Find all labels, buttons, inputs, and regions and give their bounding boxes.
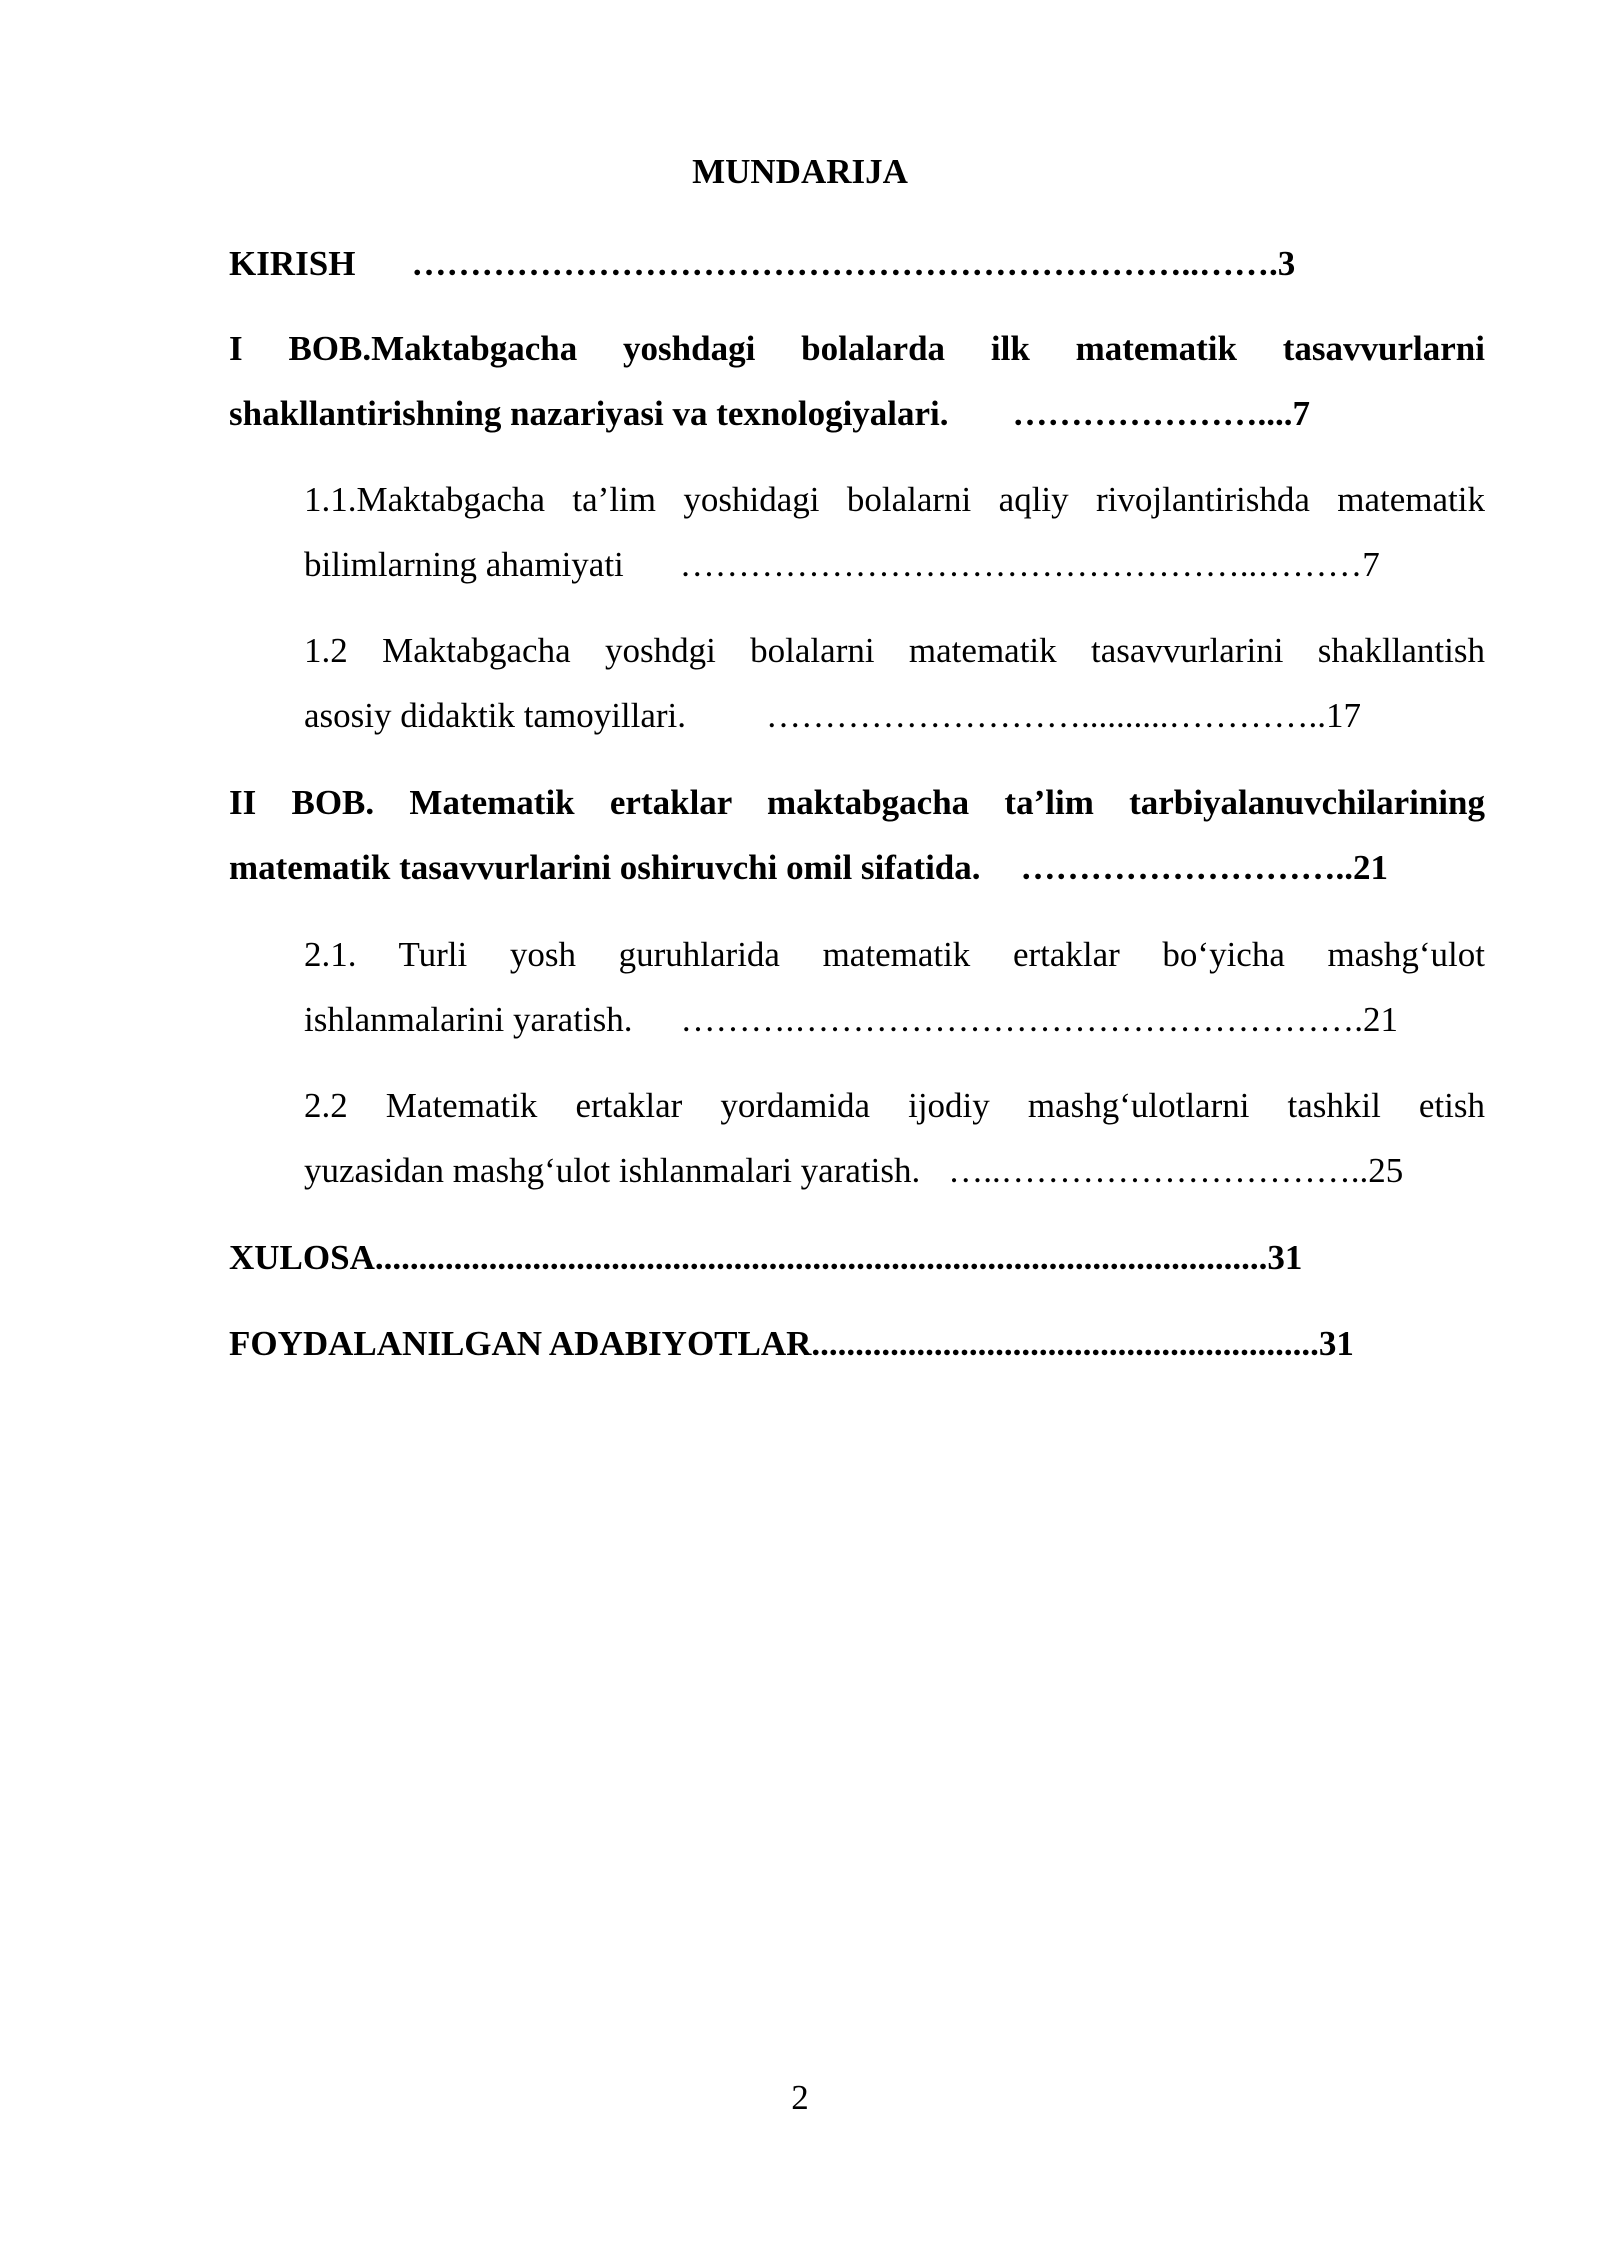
toc-entry-section-2-2 (304, 1073, 1485, 1203)
toc-label-line1: 2.2 Matematik ertaklar yordamida ijodiy mashg‘ulotlarni tashkil etish (304, 1086, 1485, 1125)
toc-entry-adabiyotlar (229, 1311, 1485, 1376)
toc-page: 31 (1267, 1238, 1303, 1277)
toc-label: KIRISH (229, 244, 356, 283)
toc-label-line2: yuzasidan mashg‘ulot ishlanmalari yaratish. (304, 1151, 921, 1190)
toc-label-line1: 1.2 Maktabgacha yoshdgi bolalarni matematik tasavvurlarini shakllantish (304, 631, 1485, 670)
toc-label-line2: matematik tasavvurlarini oshiruvchi omil sifatida. (229, 848, 981, 887)
toc-page: 31 (1318, 1324, 1354, 1363)
toc-entry-bob1 (229, 316, 1485, 446)
toc-label-line2: bilimlarning ahamiyati (304, 545, 624, 584)
toc-label: FOYDALANILGAN ADABIYOTLAR (229, 1324, 812, 1363)
toc-leader: ………………………..........………….. (766, 696, 1327, 735)
toc-entry-bob2 (229, 770, 1485, 900)
toc-page: 21 (1353, 848, 1389, 887)
toc-label-line1: I BOB.Maktabgacha yoshdagi bolalarda ilk matematik tasavvurlarni (229, 329, 1485, 368)
toc-leader: …………………………………………..……… (679, 545, 1363, 584)
toc-heading: MUNDARIJA (692, 152, 908, 191)
toc-page: 3 (1277, 244, 1296, 283)
toc-entry-section-1-2 (304, 618, 1485, 748)
toc-page: 17 (1326, 696, 1362, 735)
toc-leader: …..………………………….. (948, 1151, 1369, 1190)
toc-leader: ...................................................................................................... (374, 1238, 1268, 1277)
toc-entry-section-2-1 (304, 922, 1485, 1052)
toc-entry-kirish (229, 231, 1485, 296)
toc-entry-section-1-1 (304, 467, 1485, 597)
toc-page: 7 (1292, 394, 1311, 433)
toc-entry-xulosa (229, 1225, 1485, 1290)
toc-leader: .......................................................... (811, 1324, 1319, 1363)
toc-leader: ………………….... (1012, 394, 1293, 433)
toc-leader: …………………………………………………………..……. (411, 244, 1278, 283)
toc-label-line2: ishlanmalarini yaratish. (304, 1000, 633, 1039)
toc-label-line2: shakllantirishning nazariyasi va texnologiyalari. (229, 394, 949, 433)
toc-label-line2: asosiy didaktik tamoyillari. (304, 696, 687, 735)
toc-label-line1: 1.1.Maktabgacha ta’lim yoshidagi bolalarni aqliy rivojlantirishda matematik (304, 480, 1485, 519)
toc-label-line1: 2.1. Turli yosh guruhlarida matematik ertaklar bo‘yicha mashg‘ulot (304, 935, 1485, 974)
toc-leader: ……………………….. (1020, 848, 1354, 887)
toc-leader: ……….…………………………………………. (680, 1000, 1364, 1039)
toc-page: 7 (1362, 545, 1380, 584)
toc-label-line1: II BOB. Matematik ertaklar maktabgacha ta’lim tarbiyalanuvchilarining (229, 783, 1485, 822)
toc-label: XULOSA (229, 1238, 375, 1277)
page-number: 2 (791, 2078, 809, 2117)
toc-page: 21 (1363, 1000, 1399, 1039)
toc-page: 25 (1368, 1151, 1404, 1190)
